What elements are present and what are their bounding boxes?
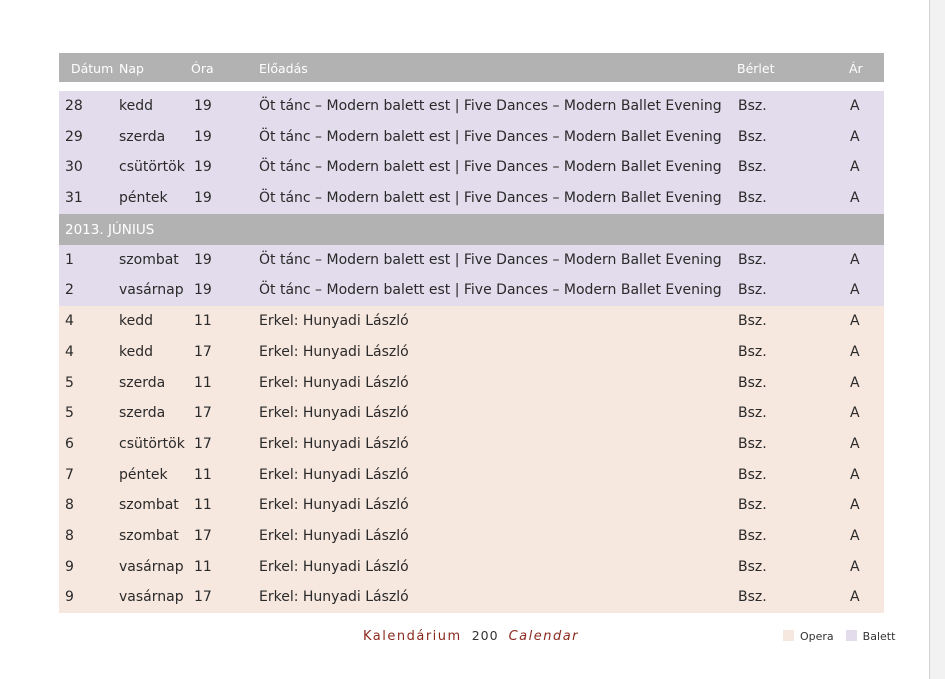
legend bbox=[783, 630, 907, 643]
page-footer bbox=[363, 628, 579, 644]
cell-berlet: Bsz. bbox=[738, 435, 767, 452]
cell-berlet: Bsz. bbox=[738, 128, 767, 145]
cell-ora: 19 bbox=[194, 282, 212, 299]
cell-nap: szombat bbox=[119, 497, 179, 514]
cell-ora: 17 bbox=[194, 435, 212, 452]
cell-eloadas: Erkel: Hunyadi László bbox=[259, 589, 409, 606]
legend-balett-label: Balett bbox=[862, 630, 896, 643]
cell-datum: 30 bbox=[65, 159, 83, 176]
table-row bbox=[59, 582, 884, 613]
cell-datum: 7 bbox=[65, 466, 74, 483]
cell-datum: 8 bbox=[65, 497, 74, 514]
page-number: 200 bbox=[471, 628, 499, 643]
cell-ora: 17 bbox=[194, 405, 212, 422]
cell-berlet: Bsz. bbox=[738, 98, 767, 114]
cell-nap: vasárnap bbox=[119, 282, 184, 299]
cell-datum: 31 bbox=[65, 190, 83, 207]
cell-berlet: Bsz. bbox=[738, 282, 767, 299]
cell-datum: 5 bbox=[65, 405, 74, 422]
table-row bbox=[59, 245, 884, 276]
cell-eloadas: Erkel: Hunyadi László bbox=[259, 527, 409, 544]
cell-datum: 1 bbox=[65, 251, 74, 268]
table-row bbox=[59, 398, 884, 429]
cell-berlet: Bsz. bbox=[738, 589, 767, 606]
cell-ora: 19 bbox=[194, 128, 212, 145]
cell-nap: péntek bbox=[119, 190, 168, 207]
table-row bbox=[59, 521, 884, 552]
cell-nap: szombat bbox=[119, 527, 179, 544]
cell-ora: 11 bbox=[194, 466, 212, 483]
cell-datum: 4 bbox=[65, 343, 74, 360]
table-row bbox=[59, 337, 884, 368]
cell-nap: csütörtök bbox=[119, 159, 185, 176]
program-table bbox=[59, 53, 884, 613]
cell-berlet: Bsz. bbox=[738, 527, 767, 544]
table-row bbox=[59, 368, 884, 399]
cell-berlet: Bsz. bbox=[738, 466, 767, 483]
legend-item-opera bbox=[783, 630, 834, 643]
cell-datum: 5 bbox=[65, 374, 74, 391]
cell-eloadas: Erkel: Hunyadi László bbox=[259, 374, 409, 391]
cell-eloadas: Öt tánc – Modern balett est | Five Dances – Modern Ballet Evening bbox=[259, 282, 722, 299]
cell-berlet: Bsz. bbox=[738, 159, 767, 176]
cell-ora: 17 bbox=[194, 527, 212, 544]
cell-berlet: Bsz. bbox=[738, 497, 767, 514]
cell-ora: 19 bbox=[194, 251, 212, 268]
header-ar: Ár bbox=[849, 61, 863, 76]
cell-nap: csütörtök bbox=[119, 435, 185, 452]
cell-ar: A bbox=[850, 497, 860, 514]
cell-eloadas: Öt tánc – Modern balett est | Five Dances – Modern Ballet Evening bbox=[259, 190, 722, 207]
cell-ar: A bbox=[850, 128, 860, 145]
cell-ar: A bbox=[850, 589, 860, 606]
table-row bbox=[59, 429, 884, 460]
cell-eloadas: Öt tánc – Modern balett est | Five Dances – Modern Ballet Evening bbox=[259, 251, 722, 268]
cell-ora: 11 bbox=[194, 558, 212, 575]
cell-ar: A bbox=[850, 405, 860, 422]
cell-ar: A bbox=[850, 466, 860, 483]
cell-datum: 6 bbox=[65, 435, 74, 452]
may-rows bbox=[59, 91, 884, 214]
header-eloadas: Előadás bbox=[259, 61, 308, 76]
cell-ora: 19 bbox=[194, 98, 212, 114]
cell-berlet: Bsz. bbox=[738, 405, 767, 422]
footer-calendar: Calendar bbox=[508, 629, 580, 644]
cell-berlet: Bsz. bbox=[738, 374, 767, 391]
table-row bbox=[59, 152, 884, 183]
cell-datum: 28 bbox=[65, 98, 83, 114]
cell-datum: 9 bbox=[65, 558, 74, 575]
cell-ora: 11 bbox=[194, 374, 212, 391]
table-row bbox=[59, 460, 884, 491]
cell-berlet: Bsz. bbox=[738, 313, 767, 330]
cell-ora: 11 bbox=[194, 313, 212, 330]
cell-ar: A bbox=[850, 251, 860, 268]
footer-kalendarium: Kalendárium bbox=[363, 629, 462, 644]
cell-eloadas: Erkel: Hunyadi László bbox=[259, 466, 409, 483]
cell-ar: A bbox=[850, 159, 860, 176]
cell-ar: A bbox=[850, 435, 860, 452]
balett-swatch bbox=[846, 630, 857, 641]
cell-ora: 19 bbox=[194, 190, 212, 207]
cell-datum: 29 bbox=[65, 128, 83, 145]
table-row bbox=[59, 490, 884, 521]
cell-eloadas: Erkel: Hunyadi László bbox=[259, 497, 409, 514]
cell-ar: A bbox=[850, 282, 860, 299]
cell-berlet: Bsz. bbox=[738, 558, 767, 575]
cell-nap: szerda bbox=[119, 405, 166, 422]
cell-nap: szerda bbox=[119, 374, 166, 391]
cell-berlet: Bsz. bbox=[738, 251, 767, 268]
cell-berlet: Bsz. bbox=[738, 343, 767, 360]
cell-nap: kedd bbox=[119, 313, 153, 330]
cell-datum: 4 bbox=[65, 313, 74, 330]
header-ora: Óra bbox=[191, 61, 214, 76]
table-row bbox=[59, 275, 884, 306]
header-datum: Dátum bbox=[71, 61, 114, 76]
cell-eloadas: Erkel: Hunyadi László bbox=[259, 343, 409, 360]
legend-opera-label: Opera bbox=[800, 630, 834, 643]
cell-nap: szerda bbox=[119, 128, 166, 145]
cell-eloadas: Erkel: Hunyadi László bbox=[259, 558, 409, 575]
cell-nap: szombat bbox=[119, 251, 179, 268]
cell-datum: 8 bbox=[65, 527, 74, 544]
cell-ar: A bbox=[850, 527, 860, 544]
table-header bbox=[59, 53, 884, 82]
section-header-june bbox=[59, 214, 884, 245]
cell-ora: 19 bbox=[194, 159, 212, 176]
cell-ar: A bbox=[850, 98, 860, 114]
cell-eloadas: Erkel: Hunyadi László bbox=[259, 405, 409, 422]
cell-nap: kedd bbox=[119, 343, 153, 360]
table-row bbox=[59, 122, 884, 153]
opera-swatch bbox=[783, 630, 794, 641]
cell-ar: A bbox=[850, 343, 860, 360]
table-row bbox=[59, 183, 884, 214]
cell-eloadas: Erkel: Hunyadi László bbox=[259, 313, 409, 330]
cell-datum: 2 bbox=[65, 282, 74, 299]
cell-nap: vasárnap bbox=[119, 589, 184, 606]
cell-ora: 17 bbox=[194, 589, 212, 606]
page-edge bbox=[929, 0, 945, 679]
cell-ar: A bbox=[850, 313, 860, 330]
section-label: 2013. JÚNIUS bbox=[65, 221, 155, 238]
table-row bbox=[59, 306, 884, 337]
cell-eloadas: Öt tánc – Modern balett est | Five Dances – Modern Ballet Evening bbox=[259, 128, 722, 145]
cell-nap: vasárnap bbox=[119, 558, 184, 575]
header-berlet: Bérlet bbox=[737, 61, 775, 76]
cell-datum: 9 bbox=[65, 589, 74, 606]
cell-nap: kedd bbox=[119, 98, 153, 114]
cell-ar: A bbox=[850, 190, 860, 207]
cell-ar: A bbox=[850, 558, 860, 575]
cell-ora: 17 bbox=[194, 343, 212, 360]
cell-ar: A bbox=[850, 374, 860, 391]
cell-eloadas: Erkel: Hunyadi László bbox=[259, 435, 409, 452]
cell-eloadas: Öt tánc – Modern balett est | Five Dances – Modern Ballet Evening bbox=[259, 98, 722, 114]
cell-eloadas: Öt tánc – Modern balett est | Five Dances – Modern Ballet Evening bbox=[259, 159, 722, 176]
legend-item-balett bbox=[846, 630, 896, 643]
june-rows bbox=[59, 245, 884, 613]
header-nap: Nap bbox=[119, 61, 144, 76]
cell-berlet: Bsz. bbox=[738, 190, 767, 207]
table-row bbox=[59, 552, 884, 583]
cell-nap: péntek bbox=[119, 466, 168, 483]
table-row bbox=[59, 91, 884, 122]
cell-ora: 11 bbox=[194, 497, 212, 514]
